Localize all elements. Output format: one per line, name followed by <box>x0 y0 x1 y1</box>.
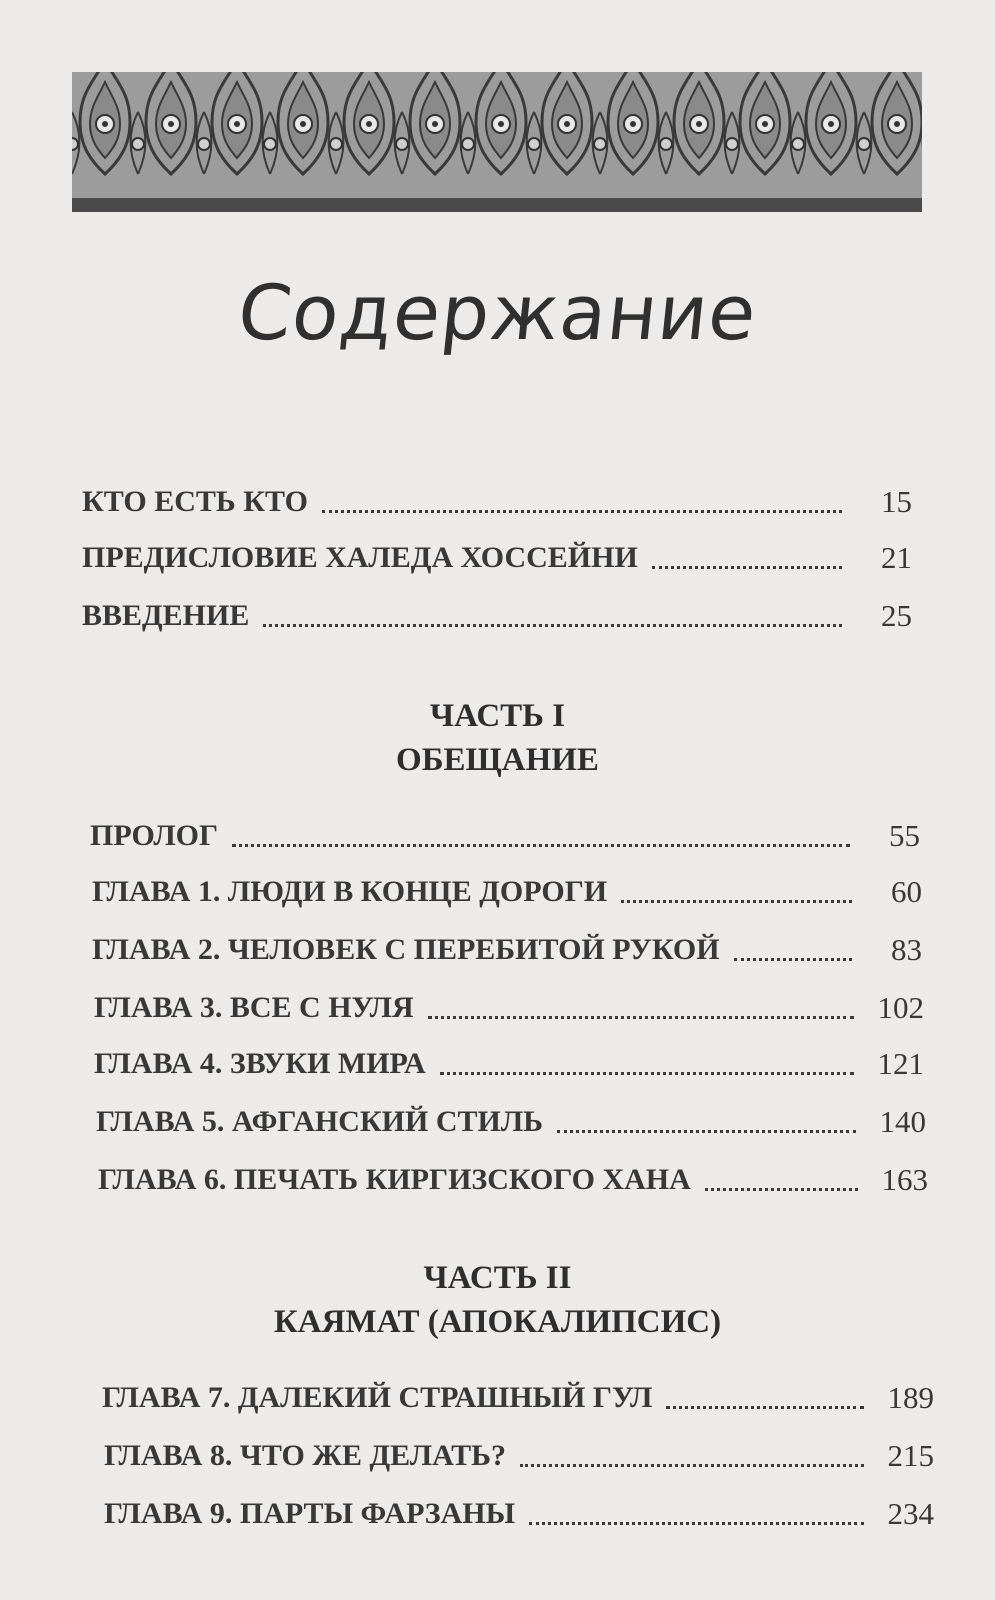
toc-entry <box>104 1432 934 1476</box>
toc-entry <box>96 1098 926 1142</box>
toc-entry-label: ГЛАВА 2. ЧЕЛОВЕК С ПЕРЕБИТОЙ РУКОЙ <box>92 933 720 966</box>
dot-leader <box>557 1129 856 1133</box>
toc-entry-label: ГЛАВА 6. ПЕЧАТЬ КИРГИЗСКОГО ХАНА <box>98 1163 691 1196</box>
part-name: КАЯМАТ (АПОКАЛИПСИС) <box>273 1304 722 1340</box>
part-name: ОБЕЩАНИЕ <box>396 742 599 778</box>
dot-leader <box>263 623 842 627</box>
toc-entry-page: 121 <box>877 1046 924 1081</box>
toc-entry-page: 60 <box>891 874 922 909</box>
dot-leader <box>529 1521 864 1525</box>
toc-entry-label: ПРЕДИСЛОВИЕ ХАЛЕДА ХОССЕЙНИ <box>82 541 638 574</box>
dot-leader <box>232 843 850 847</box>
dot-leader <box>666 1405 864 1409</box>
part-number: ЧАСТЬ I <box>429 698 566 734</box>
toc-entry-label: ВВЕДЕНИЕ <box>82 599 250 632</box>
dot-leader <box>621 899 852 903</box>
toc-entry <box>104 1490 934 1534</box>
toc-entry-page: 234 <box>887 1496 934 1531</box>
toc-entry <box>102 1374 934 1418</box>
toc-entry <box>94 1040 924 1084</box>
dot-leader <box>734 957 852 961</box>
toc-entry <box>94 984 924 1028</box>
dot-leader <box>652 565 842 569</box>
ornamental-border <box>72 52 922 220</box>
toc-entry-label: ПРОЛОГ <box>90 819 219 852</box>
dot-leader <box>440 1071 854 1075</box>
toc-entry-label: ГЛАВА 9. ПАРТЫ ФАРЗАНЫ <box>104 1497 516 1530</box>
toc-entry-label: ГЛАВА 7. ДАЛЕКИЙ СТРАШНЫЙ ГУЛ <box>102 1381 653 1414</box>
toc-entry-page: 140 <box>879 1104 926 1139</box>
toc-entry <box>82 478 912 522</box>
toc-entry <box>82 592 912 636</box>
toc-entry-label: ГЛАВА 1. ЛЮДИ В КОНЦЕ ДОРОГИ <box>92 875 608 908</box>
toc-entry-label: ГЛАВА 4. ЗВУКИ МИРА <box>94 1047 426 1080</box>
toc-entry-label: КТО ЕСТЬ КТО <box>82 485 308 518</box>
toc-entry-label: ГЛАВА 8. ЧТО ЖЕ ДЕЛАТЬ? <box>104 1439 506 1472</box>
toc-entry-page: 55 <box>889 818 920 853</box>
dot-leader <box>705 1187 858 1191</box>
toc-entry-page: 102 <box>877 990 924 1025</box>
toc-entry-label: ГЛАВА 5. АФГАНСКИЙ СТИЛЬ <box>96 1105 544 1138</box>
toc-entry-label: ГЛАВА 3. ВСЕ С НУЛЯ <box>94 991 414 1024</box>
dot-leader <box>322 509 842 513</box>
toc-entry-page: 163 <box>881 1162 928 1197</box>
toc-entry <box>92 926 922 970</box>
dot-leader <box>428 1015 854 1019</box>
part-number: ЧАСТЬ II <box>423 1260 572 1296</box>
page-title: Содержание <box>233 268 762 357</box>
dot-leader <box>520 1463 864 1467</box>
toc-entry <box>90 812 920 856</box>
toc-entry-page: 215 <box>887 1438 934 1473</box>
toc-entry <box>98 1156 928 1200</box>
toc-entry-page: 25 <box>881 598 912 633</box>
toc-entry-page: 21 <box>881 540 912 575</box>
toc-entry-page: 83 <box>891 932 922 967</box>
toc-entry-page: 189 <box>887 1380 934 1415</box>
toc-entry <box>82 534 912 578</box>
toc-entry-page: 15 <box>881 484 912 519</box>
toc-entry <box>92 868 922 912</box>
